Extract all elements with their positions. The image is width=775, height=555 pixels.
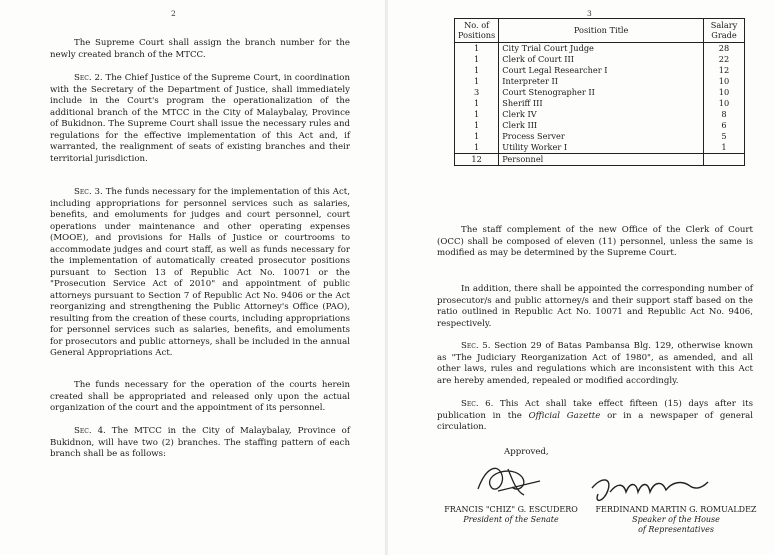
page-right (388, 0, 775, 555)
paragraph-sec-3 (50, 187, 350, 360)
paragraph-text: The funds necessary for the implementation of this Act, including appropriations for personnel services such as salaries, benefits, and emoluments for judges and court personnel, court operations under maintenance and other operating expenses (MOOE), and provisions for Halls of Justice or courtrooms to accommodate judges and court staff, as well as funds necessary for the implementation of automatically created prosecutor positions pursuant to Section 13 of Republic Act No. 10071 or the "Prosecution Service Act of 2010" and appointment of public attorneys pursuant to Section 7 of Republic Act No. 9406 or the Act reorganizing and strengthening the Public Attorney's Office (PAO), resulting from the creation of these courts, including appropriations for personnel services such as salaries, benefits, and emoluments for prosecutors and public attorneys, shall be included in the annual General Appropriations Act. (50, 187, 350, 358)
paragraph-text: This Act shall take effect fifteen (15) days after its publication in the (437, 399, 753, 421)
cell-count: 1 (455, 54, 499, 65)
approved-label: Approved, (504, 447, 549, 457)
cell-title: Personnel (499, 154, 704, 166)
gazette-title: Official Gazette (528, 410, 601, 421)
cell-count: 3 (455, 87, 499, 98)
cell-title: Process Server (499, 131, 704, 142)
paragraph-sec-2 (50, 73, 350, 165)
paragraph-occ (437, 225, 753, 260)
table-row (455, 65, 745, 76)
cell-grade: 10 (704, 98, 745, 109)
page-number: 2 (171, 9, 176, 18)
table-total-row (455, 154, 745, 166)
cell-grade: 5 (704, 131, 745, 142)
signatory-role: of Representatives (638, 525, 714, 534)
paragraph-sec-6 (437, 399, 753, 434)
section-label: Sec. 2. (74, 73, 103, 83)
cell-title: Utility Worker I (499, 142, 704, 154)
table-row (455, 76, 745, 87)
header-grade: Salary Grade (704, 19, 745, 43)
cell-title: Sheriff III (499, 98, 704, 109)
cell-title: Clerk III (499, 120, 704, 131)
signatory-role: Speaker of the House (632, 515, 720, 524)
cell-grade: 10 (704, 76, 745, 87)
cell-count: 1 (455, 65, 499, 76)
paragraph-sec-4 (50, 426, 350, 461)
paragraph-branch-number (50, 38, 350, 61)
cell-count: 1 (455, 109, 499, 120)
cell-title: Clerk IV (499, 109, 704, 120)
cell-grade: 6 (704, 120, 745, 131)
paragraph-text: Section 29 of Batas Pambansa Blg. 129, otherwise known as "The Judiciary Reorganization Act of 1980", as amended, and all other laws, rules and regulations which are inconsistent with this Act are hereby amended, repealed or modified accordingly. (437, 341, 753, 386)
cell-grade: 8 (704, 109, 745, 120)
section-label: Sec. 4. (74, 426, 106, 436)
cell-grade (704, 154, 745, 166)
header-count: No. of Positions (455, 19, 499, 43)
cell-grade: 22 (704, 54, 745, 65)
cell-count: 12 (455, 154, 499, 166)
table-row (455, 98, 745, 109)
cell-count: 1 (455, 120, 499, 131)
paragraph-text: The funds necessary for the operation of the courts herein created shall be appropriated and released only upon the actual organization of the court and the appointment of its personnel. (50, 380, 350, 413)
paragraph-text: In addition, there shall be appointed the corresponding number of prosecutor/s and public attorney/s and their support staff based on the ratio outlined in Republic Act No. 10071 and Republic Act No. 9406, respectively. (437, 284, 753, 329)
section-label: Sec. 5. (461, 341, 491, 351)
signatory-senate (426, 505, 596, 525)
paragraph-text: The MTCC in the City of Malaybalay, Province of Bukidnon, will have two (2) branches. The staffing pattern of each branch shall be as follows: (50, 426, 351, 459)
table-row (455, 109, 745, 120)
signatory-name: FRANCIS "CHIZ" G. ESCUDERO (444, 505, 578, 514)
paragraph-text: or in a newspaper of general circulation. (437, 410, 754, 432)
table-header-row (455, 19, 745, 43)
paragraph-prosecutors (437, 284, 753, 330)
header-title: Position Title (499, 19, 704, 43)
cell-title: Clerk of Court III (499, 54, 704, 65)
table-row (455, 87, 745, 98)
cell-count: 1 (455, 98, 499, 109)
cell-grade: 28 (704, 43, 745, 55)
paragraph-text: The staff complement of the new Office of the Clerk of Court (OCC) shall be composed of eleven (11) personnel, unless the same is modified as may be determined by the Supreme Court. (437, 225, 753, 258)
signature-romualdez (586, 470, 716, 510)
signature-escudero (468, 455, 548, 505)
cell-count: 1 (455, 142, 499, 154)
cell-title: City Trial Court Judge (499, 43, 704, 55)
table-row (455, 43, 745, 55)
cell-title: Court Legal Researcher I (499, 65, 704, 76)
cell-grade: 1 (704, 142, 745, 154)
paragraph-funds (50, 380, 350, 415)
cell-title: Court Stenographer II (499, 87, 704, 98)
section-label: Sec. 3. (74, 187, 103, 197)
staffing-table (454, 18, 745, 166)
table-row (455, 120, 745, 131)
section-label: Sec. 6. (461, 399, 494, 409)
signatory-house (588, 505, 764, 535)
page-left (0, 0, 386, 555)
signatory-role: President of the Senate (463, 515, 559, 524)
cell-count: 1 (455, 43, 499, 55)
signatory-name: FERDINAND MARTIN G. ROMUALDEZ (595, 505, 757, 514)
page-number: 3 (587, 9, 592, 18)
cell-count: 1 (455, 131, 499, 142)
table-row (455, 131, 745, 142)
cell-grade: 12 (704, 65, 745, 76)
paragraph-text: The Chief Justice of the Supreme Court, in coordination with the Secretary of the Department of Justice, shall immediately include in the Court's program the operationalization of the additional branch of the MTCC in the City of Malaybalay, Province of Bukidnon. The Supreme Court shall issue the necessary rules and regulations for the effective implementation of this Act and, if warranted, the realignment of seats of existing branches and their territorial jurisdiction. (50, 73, 350, 164)
cell-grade: 10 (704, 87, 745, 98)
cell-count: 1 (455, 76, 499, 87)
cell-title: Interpreter II (499, 76, 704, 87)
paragraph-sec-5 (437, 341, 753, 387)
paragraph-text: The Supreme Court shall assign the branch number for the newly created branch of the MTCC. (50, 38, 350, 60)
table-row (455, 54, 745, 65)
table-row (455, 142, 745, 154)
